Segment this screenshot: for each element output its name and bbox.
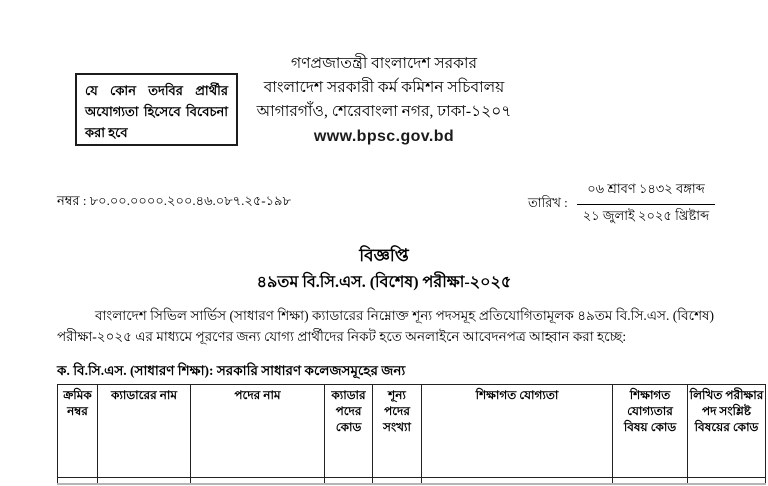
date-gregorian: ২১ জুলাই ২০২৫ খ্রিষ্টাব্দ <box>582 208 710 223</box>
commission-address: আগারগাঁও, শেরেবাংলা নগর, ঢাকা-১২০৭ <box>256 103 512 120</box>
intro-paragraph: বাংলাদেশ সিভিল সার্ভিস (সাধারণ শিক্ষা) ক্যাডারের নিম্নোক্ত শূন্য পদসমূহ প্রতিযোগিতামূলক ৪৯তম বি.সি.এস. (বিশেষ) পরীক্ষা-২০২৫ এর মাধ্যমে পূরণের জন্য যোগ্য প্রার্থীদের নিকট হতে অনলাইনে আবেদনপত্র আহ্বান করা হচ্ছে: <box>57 308 714 344</box>
column-header-post-name: পদের নাম <box>191 385 325 478</box>
column-header-written-exam-subject-code: লিখিত পরীক্ষার পদ সংশ্লিষ্ট বিষয়ের কোড <box>688 385 766 478</box>
letterhead <box>184 52 584 149</box>
column-header-educational-qualification: শিক্ষাগত যোগ্যতা <box>422 385 613 478</box>
government-name: গণপ্রজাতন্ত্রী বাংলাদেশ সরকার <box>290 55 478 72</box>
table-cell <box>325 478 373 484</box>
date-stack <box>577 180 715 228</box>
section-heading: ক. বি.সি.এস. (সাধারণ শিক্ষা): সরকারি সাধারণ কলেজসমূহের জন্য <box>57 363 406 378</box>
table-cell <box>98 478 191 484</box>
table-cell <box>58 478 98 484</box>
date-label: তারিখ : <box>528 194 568 210</box>
memo-number-value: ৮০.০০.০০০০.২০০.৪৬.০৮৭.২৫-১৯৮ <box>89 193 291 208</box>
table-row <box>58 478 766 484</box>
notice-heading: বিজ্ঞপ্তি <box>359 246 409 265</box>
memo-date-block <box>528 180 715 228</box>
website-url: www.bpsc.gov.bd <box>313 128 455 145</box>
table-cell <box>373 478 422 484</box>
memo-number-label: নম্বর : <box>57 193 87 208</box>
notice-box-text: যে কোন তদবির প্রার্থীর অযোগ্যতা হিসেবে বিবেচনা করা হবে <box>85 83 228 140</box>
table-cell <box>191 478 325 484</box>
column-header-cadre-post-code: ক্যাডার পদের কোড <box>325 385 373 478</box>
table-cell <box>688 478 766 484</box>
table-header-row <box>58 385 766 478</box>
exam-heading: ৪৯তম বি.সি.এস. (বিশেষ) পরীক্ষা-২০২৫ <box>256 274 512 291</box>
date-bangla: ০৬ শ্রাবণ ১৪৩২ বঙ্গাব্দ <box>577 180 715 205</box>
column-header-serial: ক্রমিক নম্বর <box>58 385 98 478</box>
vacancy-table <box>57 384 766 485</box>
memo-number-line <box>57 192 291 213</box>
table-cell <box>422 478 613 484</box>
column-header-qualification-subject-code: শিক্ষাগত যোগ্যতার বিষয় কোড <box>613 385 688 478</box>
commission-name: বাংলাদেশ সরকারী কর্ম কমিশন সচিবালয় <box>263 79 505 96</box>
column-header-vacancy-count: শূন্য পদের সংখ্যা <box>373 385 422 478</box>
column-header-cadre-name: ক্যাডারের নাম <box>98 385 191 478</box>
table-cell <box>613 478 688 484</box>
